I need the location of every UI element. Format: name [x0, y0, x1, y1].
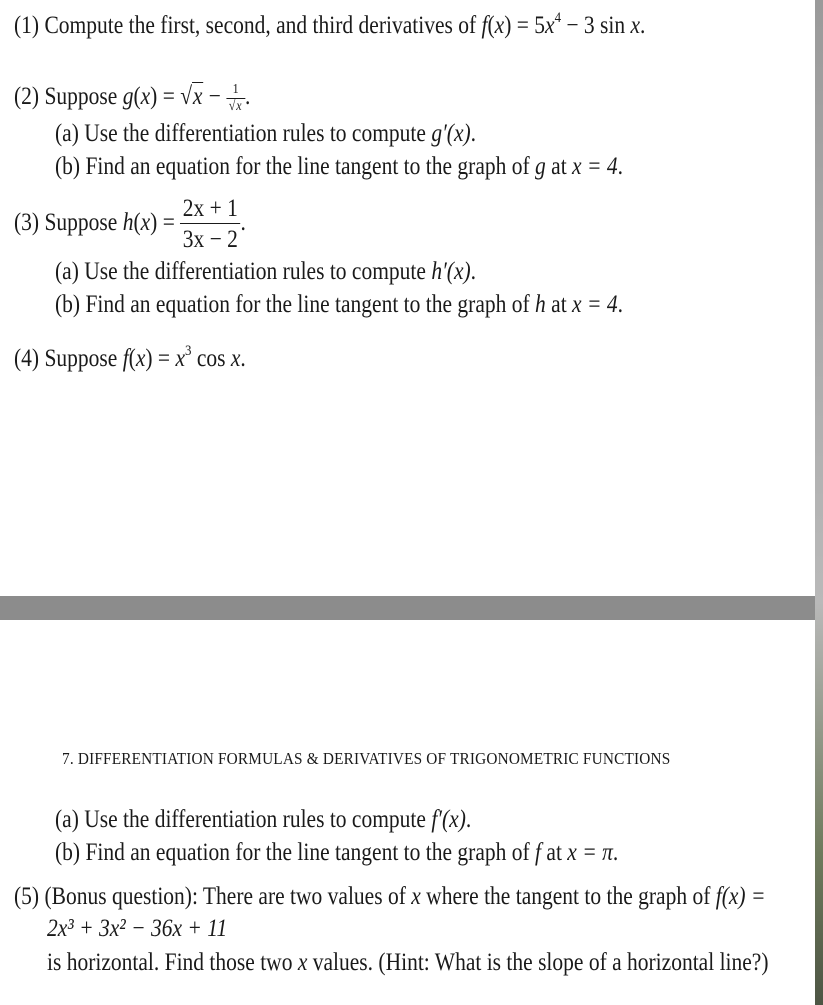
question-3b: (b) Find an equation for the line tangent to the graph of h at x = 4. [55, 291, 623, 318]
question-3a: (a) Use the differentiation rules to compute h′(x). [55, 258, 477, 285]
question-4b: (b) Find an equation for the line tangent to the graph of f at x = π. [55, 839, 619, 866]
question-5: (5) (Bonus question): There are two values of x where the tangent to the graph of f(x) = [14, 883, 766, 910]
question-2a: (a) Use the differentiation rules to compute g′(x). [55, 120, 477, 147]
window-edge [815, 0, 823, 1005]
question-3: (3) Suppose h(x) = $\frac{2x + 1}{3x - 2}$ . [14, 195, 246, 254]
chapter-header: 7. DIFFERENTIATION FORMULAS & DERIVATIVES OF TRIGONOMETRIC FUNCTIONS [62, 749, 671, 768]
page-gap [0, 596, 815, 620]
question-4a: (a) Use the differentiation rules to compute f′(x). [55, 806, 472, 833]
question-5-last-line: is horizontal. Find those two x values. (Hint: What is the slope of a horizontal line?) [47, 949, 769, 976]
question-5-polynomial: 2x³ + 3x² − 36x + 11 [47, 915, 228, 942]
question-1: (1) Compute the first, second, and third derivatives of $f(x) = 5x^4 - 3$ sin x. [14, 10, 646, 39]
question-4: (4) Suppose $f(x) = x^3$ cos x. [14, 343, 246, 372]
question-2: (2) Suppose g(x) = √x − $\frac{1}{√x}$ . [14, 81, 251, 114]
question-2b: (b) Find an equation for the line tangent to the graph of g at x = 4. [55, 153, 623, 180]
